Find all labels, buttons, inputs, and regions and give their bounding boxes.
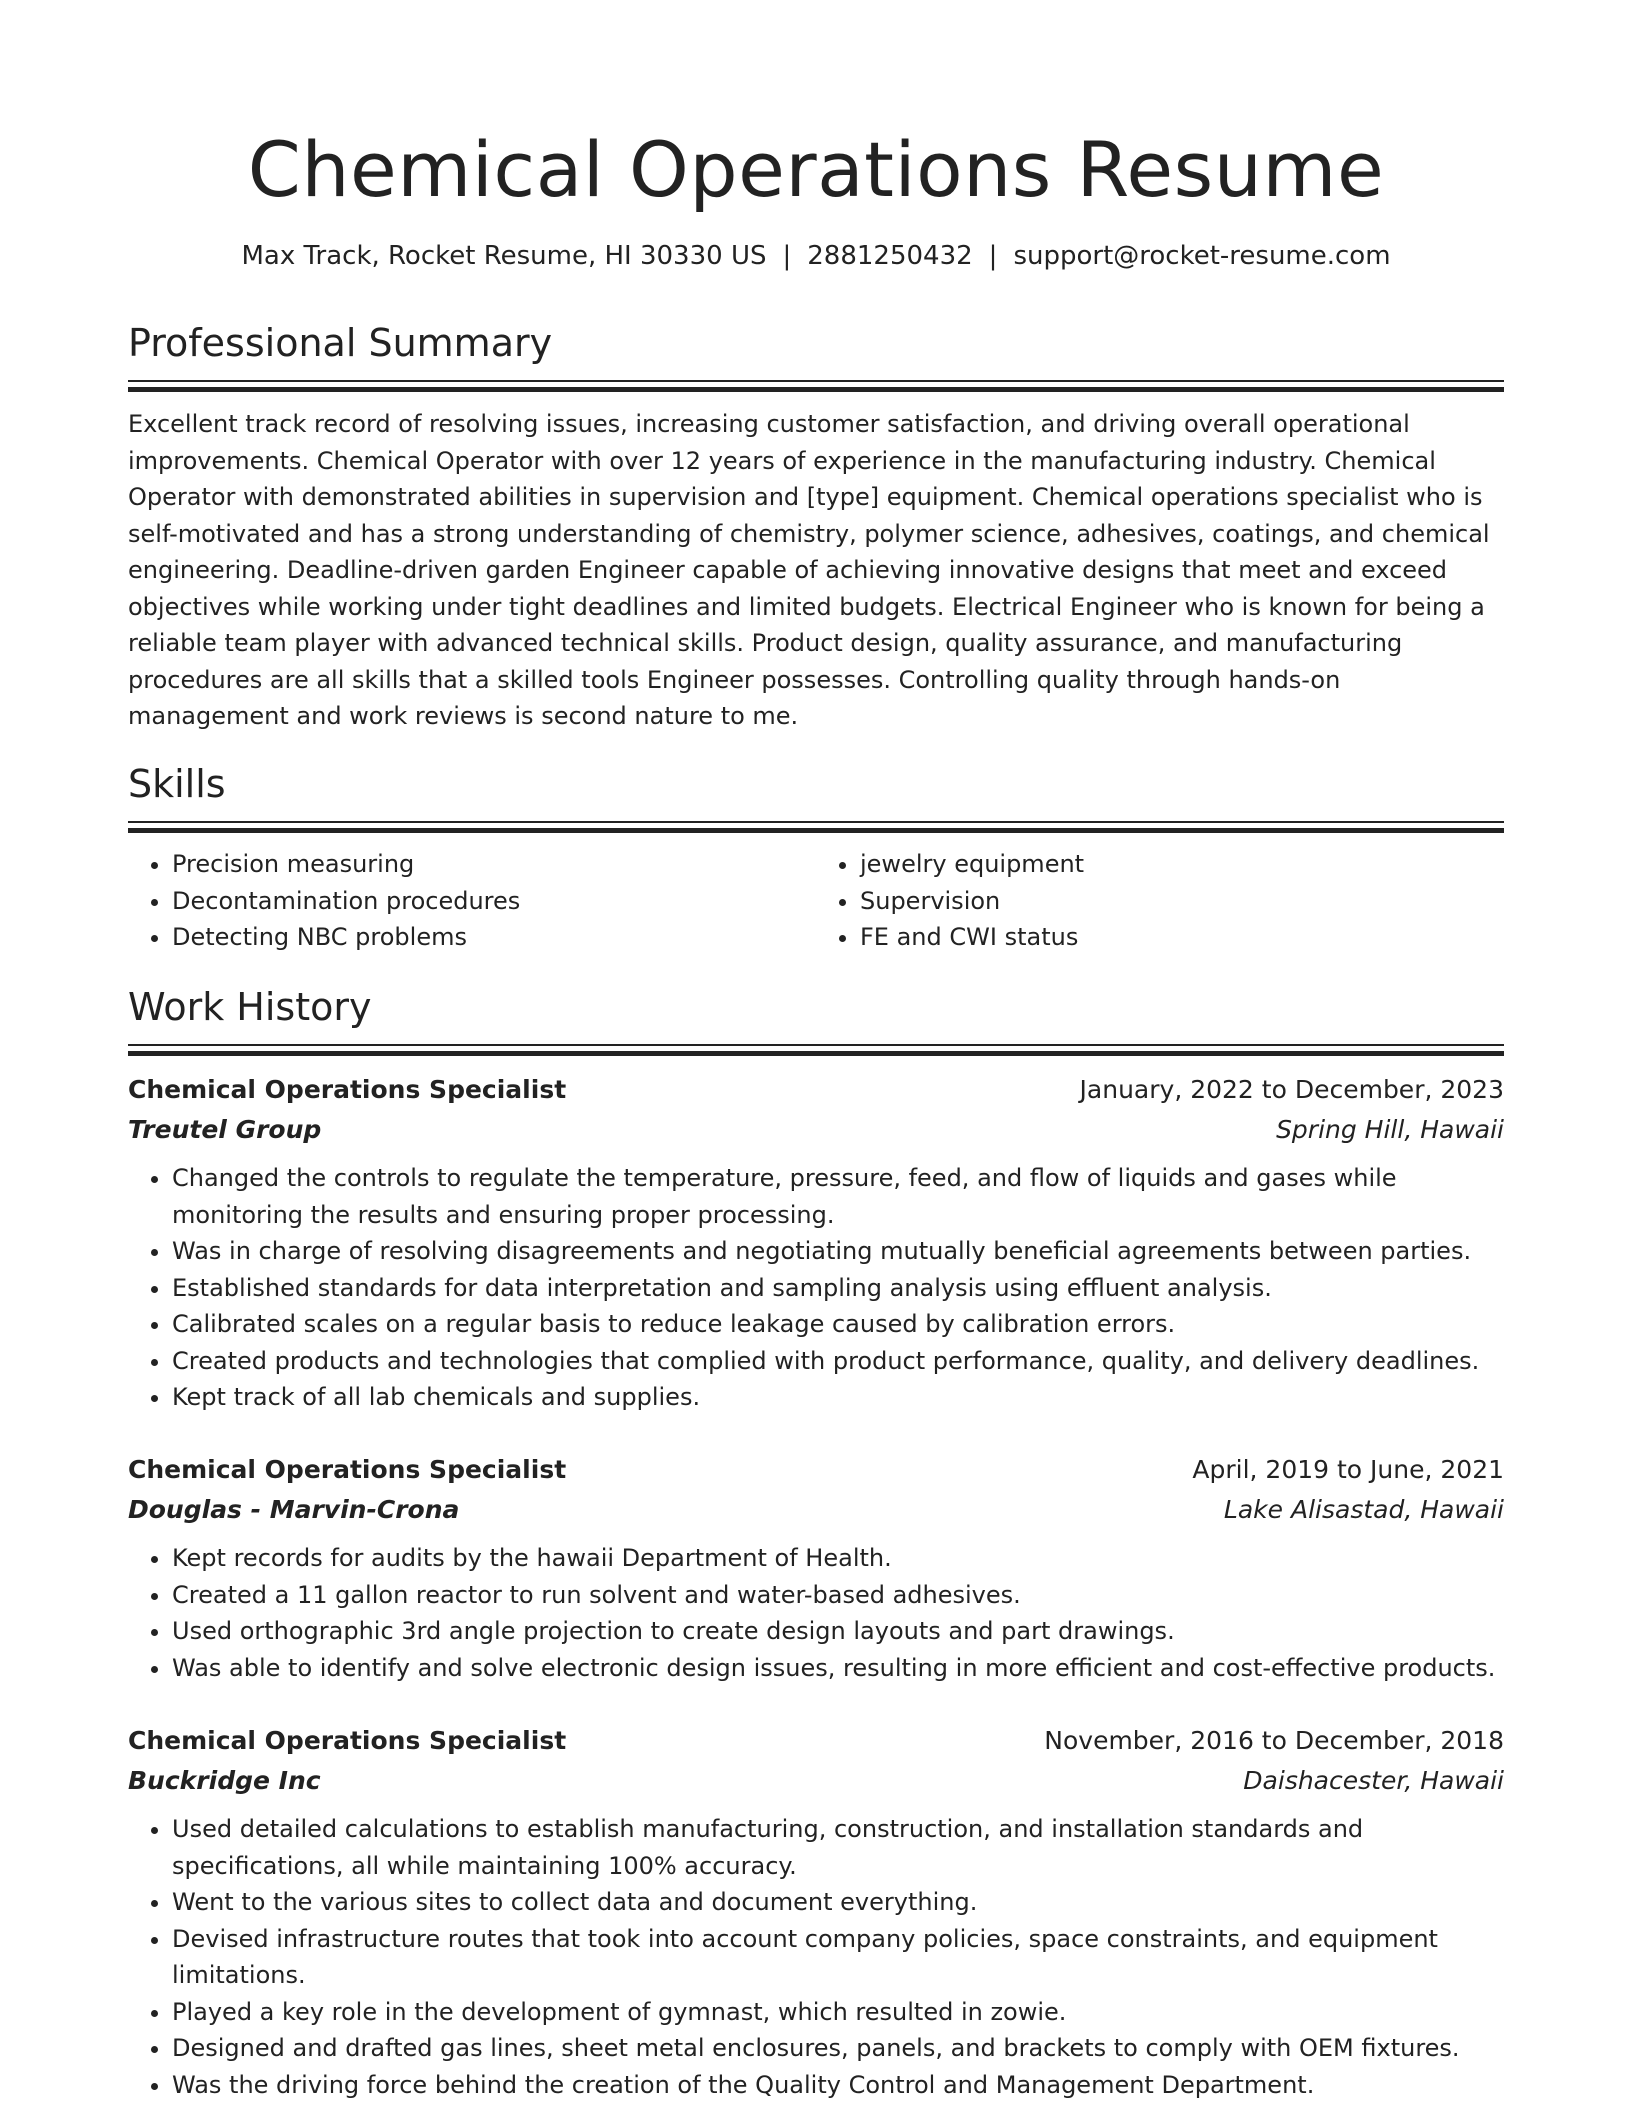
skills-section-header	[128, 759, 1504, 832]
skills-column-right	[816, 846, 1504, 956]
job-dates: January, 2022 to December, 2023	[1079, 1075, 1504, 1104]
skill-item: • jewelry equipment	[860, 846, 1504, 883]
job-location: Daishacester, Hawaii	[1243, 1766, 1504, 1795]
list-item: • Kept records for audits by the hawaii Department of Health.	[172, 1540, 1504, 1577]
list-item: • Was in charge of resolving disagreements and negotiating mutually beneficial agreements between parties.	[172, 1233, 1504, 1270]
list-item: • Was the driving force behind the creation of the Quality Control and Management Department.	[172, 2067, 1504, 2104]
job-bullets	[128, 1811, 1504, 2103]
list-item: • Played a key role in the development of gymnast, which resulted in zowie.	[172, 1994, 1504, 2031]
job-company: Treutel Group	[128, 1115, 322, 1144]
job-title: Chemical Operations Specialist	[128, 1726, 567, 1755]
job-location: Lake Alisastad, Hawaii	[1223, 1495, 1504, 1524]
list-item: • Calibrated scales on a regular basis to reduce leakage caused by calibration errors.	[172, 1306, 1504, 1343]
work-heading: Work History	[128, 985, 372, 1029]
skill-item: • Detecting NBC problems	[172, 919, 816, 956]
page-title: Chemical Operations Resume	[247, 125, 1385, 214]
summary-section-header	[128, 318, 1504, 391]
list-item: • Went to the various sites to collect data and document everything.	[172, 1884, 1504, 1921]
list-item: • Devised infrastructure routes that took into account company policies, space constraints, and equipment limitations.	[172, 1921, 1504, 1994]
job-company: Douglas - Marvin-Crona	[128, 1495, 460, 1524]
work-section-header	[128, 982, 1504, 1055]
contact-separator: |	[782, 241, 792, 271]
job-bullets	[128, 1160, 1504, 1416]
job-bullets	[128, 1540, 1504, 1686]
summary-heading: Professional Summary	[128, 321, 553, 365]
list-item: • Designed and drafted gas lines, sheet metal enclosures, panels, and brackets to comply with OEM fixtures.	[172, 2030, 1504, 2067]
skill-item: • Supervision	[860, 883, 1504, 920]
section-divider	[128, 1044, 1504, 1055]
list-item: • Changed the controls to regulate the temperature, pressure, feed, and flow of liquids and gases while monitoring the results and ensuring proper processing.	[172, 1160, 1504, 1233]
job-title: Chemical Operations Specialist	[128, 1075, 567, 1104]
skills-list	[128, 846, 1504, 956]
list-item: • Created products and technologies that complied with product performance, quality, and delivery deadlines.	[172, 1343, 1504, 1380]
list-item: • Used orthographic 3rd angle projection to create design layouts and part drawings.	[172, 1613, 1504, 1650]
skill-item: • Decontamination procedures	[172, 883, 816, 920]
job-entry	[128, 1070, 1504, 1416]
list-item: • Used detailed calculations to establish manufacturing, construction, and installation standards and specifications, all while maintaining 100% accuracy.	[172, 1811, 1504, 1884]
section-divider	[128, 821, 1504, 832]
list-item: • Established standards for data interpretation and sampling analysis using effluent analysis.	[172, 1270, 1504, 1307]
job-dates: November, 2016 to December, 2018	[1044, 1726, 1504, 1755]
skill-item: • Precision measuring	[172, 846, 816, 883]
skills-column-left	[128, 846, 816, 956]
summary-text: Excellent track record of resolving issues, increasing customer satisfaction, and driving overall operational improvements. Chemical Operator with over 12 years of experience in the manufacturing industry. Chemical Operator with demonstrated abilities in supervision and [type] equipment. Chemical operations specialist who is self-motivated and has a strong understanding of chemistry, polymer science, adhesives, coatings, and chemical engineering. Deadline-driven garden Engineer capable of achieving innovative designs that meet and exceed objectives while working under tight deadlines and limited budgets. Electrical Engineer who is known for being a reliable team player with advanced technical skills. Product design, quality assurance, and manufacturing procedures are all skills that a skilled tools Engineer possesses. Controlling quality through hands-on management and work reviews is second nature to me.	[128, 410, 1490, 730]
job-dates: April, 2019 to June, 2021	[1192, 1455, 1504, 1484]
skill-item: • FE and CWI status	[860, 919, 1504, 956]
list-item: • Kept track of all lab chemicals and supplies.	[172, 1379, 1504, 1416]
job-entry	[128, 1450, 1504, 1686]
contact-phone: 2881250432	[807, 241, 973, 271]
contact-email: support@rocket-resume.com	[1013, 241, 1391, 271]
job-company: Buckridge Inc	[128, 1766, 321, 1795]
contact-separator: |	[988, 241, 998, 271]
contact-address: Max Track, Rocket Resume, HI 30330 US	[241, 241, 767, 271]
job-entry	[128, 1721, 1504, 2103]
contact-line	[128, 236, 1504, 276]
job-location: Spring Hill, Hawaii	[1276, 1115, 1504, 1144]
list-item: • Created a 11 gallon reactor to run solvent and water-based adhesives.	[172, 1577, 1504, 1614]
list-item: • Was able to identify and solve electronic design issues, resulting in more efficient and cost-effective products.	[172, 1650, 1504, 1687]
job-title: Chemical Operations Specialist	[128, 1455, 567, 1484]
section-divider	[128, 380, 1504, 391]
skills-heading: Skills	[128, 762, 226, 806]
